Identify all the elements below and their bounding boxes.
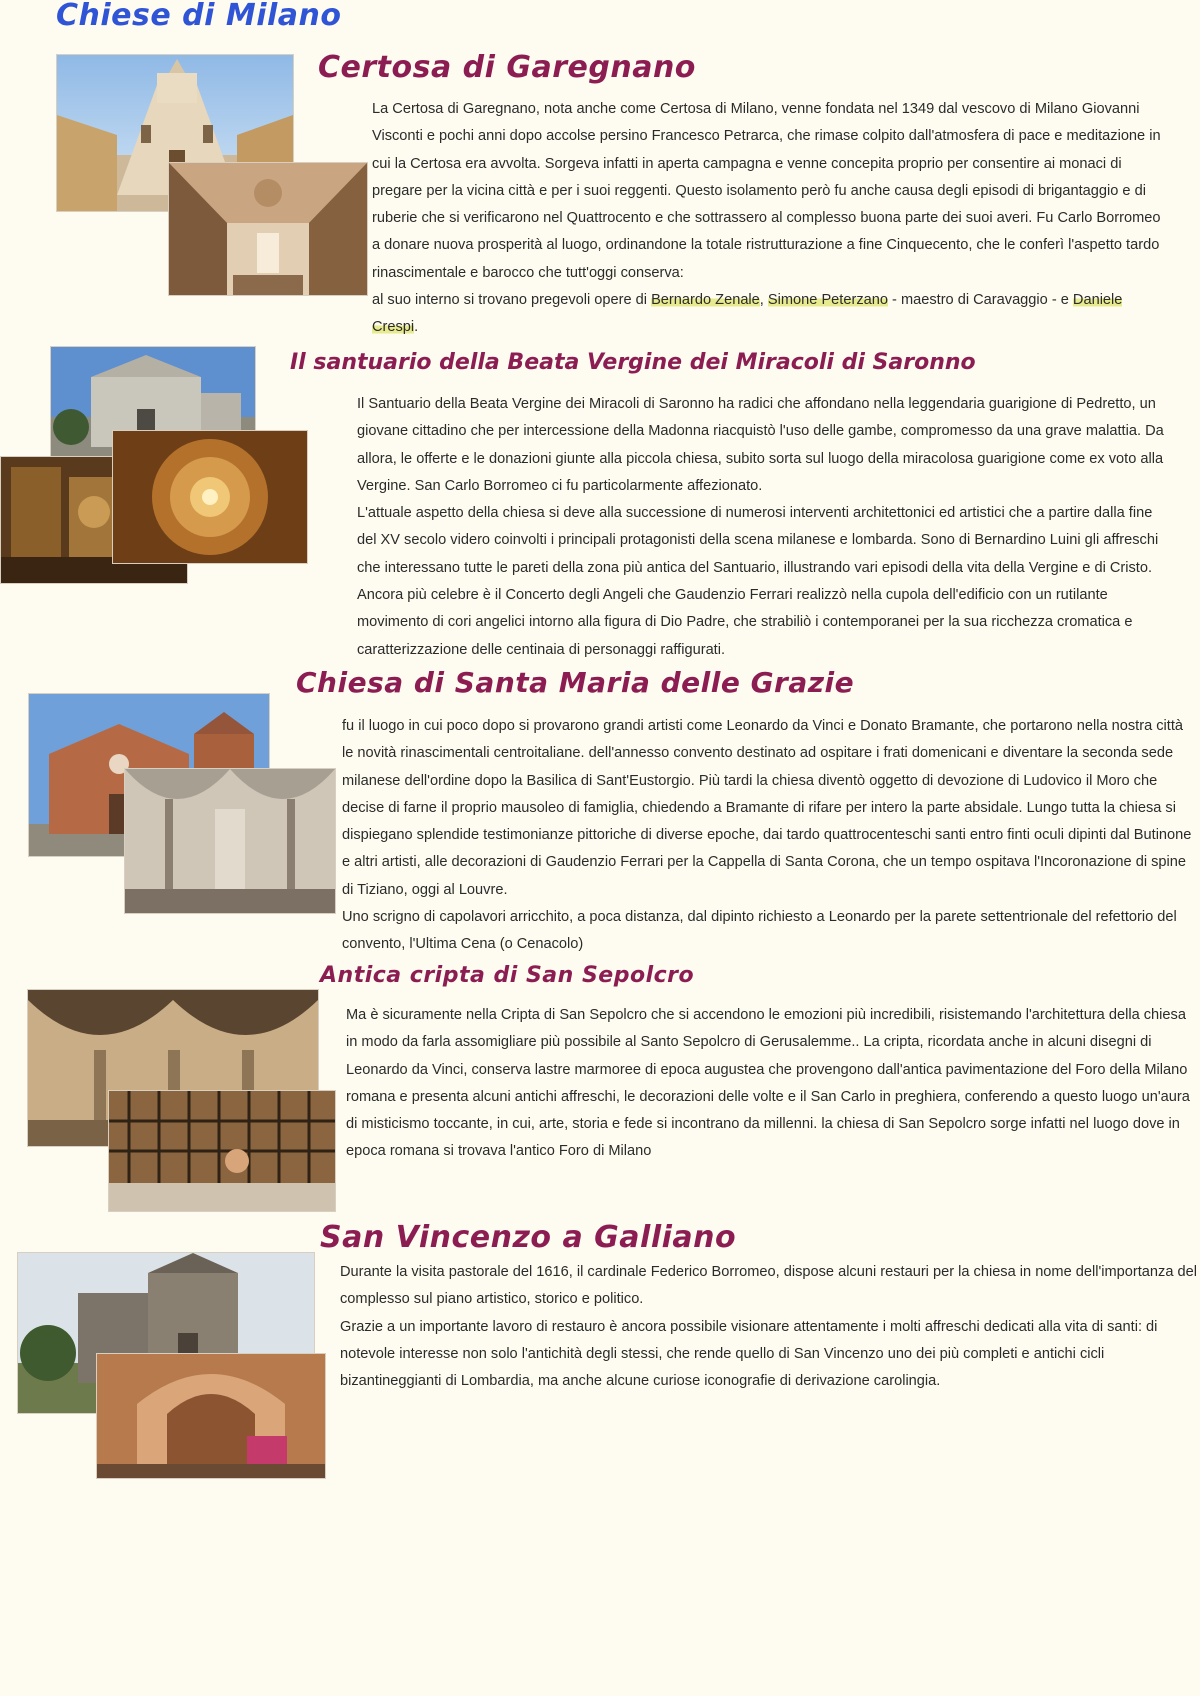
galliano-apse-photo: [96, 1353, 326, 1479]
paragraph: L'attuale aspetto della chiesa si deve alla successione di numerosi interventi architettonici ed artistici che a partire dalla fine del XV secolo videro coinvolti i principali protagonisti della scena milanese e lombarda. Sono di Bernardino Luini gli affreschi che interessano tutte le pareti della zona più antica del Santuario, illustrando vari episodi della vita della Vergine e di Cristo. Ancora più celebre è il Concerto degli Angeli che Gaudenzio Ferrari realizzò nella cupola dell'edificio con un rutilante movimento di cori angelici intorno alla figura di Dio Padre, che strabiliò i contemporanei per la sua ricchezza cromatica e caratterizzazione delle centinaia di personaggi raffigurati.: [357, 505, 1159, 658]
paragraph: Uno scrigno di capolavori arricchito, a poca distanza, dal dipinto richiesto a Leonardo per la parete settentrionale del refettorio del convento, l'Ultima Cena (o Cenacolo): [342, 909, 1177, 953]
page-title: Chiese di Milano: [56, 0, 342, 33]
section-title-grazie: Chiesa di Santa Maria delle Grazie: [296, 666, 855, 699]
closing-sep: ,: [759, 292, 768, 309]
section-title-crypt: Antica cripta di San Sepolcro: [320, 963, 695, 988]
paragraph-closing: [372, 287, 1162, 342]
paragraph: Ma è sicuramente nella Cripta di San Sepolcro che si accendono le emozioni più incredibili, risistemando l'architettura della chiesa in modo da farla assomigliare più possibile al Santo Sepolcro di Gerusalemme.. La cripta, ricordata anche in alcuni disegni di Leonardo da Vinci, conserva lastre marmoree di epoca augustea che provengono dall'antica pavimentazione del Foro della Milano romana e presenta alcuni antichi affreschi, le decorazioni delle volte e il San Carlo in preghiera, conferendo a questo luogo un'aura di misticismo toccante, in cui, arte, storia e fede si incontrano da millenni. la chiesa di San Sepolcro sorge infatti nel luogo dove in epoca romana si trovava l'antico Foro di Milano: [346, 1007, 1190, 1160]
paragraph: La Certosa di Garegnano, nota anche come Certosa di Milano, venne fondata nel 1349 dal vescovo di Milano Giovanni Visconti e pochi anni dopo accolse persino Francesco Petrarca, che rimase colpito dall'atmosfera di pace e meditazione in cui la Certosa era avvolta. Sorgeva infatti in aperta campagna e venne concepita proprio per consentire ai monaci di pregare per la vicina città e per i suoi reggenti. Questo isolamento però fu anche causa degli episodi di brigantaggio e di ruberie che si verificarono nel Quattrocento e che sottrassero al complesso buona parte dei suoi averi. Fu Carlo Borromeo a donare nuova prosperità al luogo, ordinandone la totale ristrutturazione a fine Cinquecento, che le conferì l'aspetto tardo rinascimentale e barocco che tutt'oggi conserva:: [372, 101, 1161, 281]
highlight-zenale: Bernardo Zenale: [651, 292, 760, 309]
crypt-grate-photo: [108, 1090, 336, 1212]
section-text-galliano: [340, 1259, 1198, 1395]
closing-text: al suo interno si trovano pregevoli opere di: [372, 292, 652, 309]
section-text-certosa: [372, 96, 1162, 342]
section-text-saronno: [357, 391, 1167, 664]
section-title-saronno: Il santuario della Beata Vergine dei Miracoli di Saronno: [290, 350, 976, 375]
paragraph: Il Santuario della Beata Vergine dei Miracoli di Saronno ha radici che affondano nella leggendaria guarigione di Pedretto, un giovane cittadino che per intercessione della Madonna riacquistò l'uso delle gambe, compromesso da una grave malattia. Da allora, le offerte e le donazioni giunte alla piccola chiesa, subito sorta sul luogo della miracolosa guarigione come ex voto alla Vergine. San Carlo Borromeo ci fu particolarmente affezionato.: [357, 396, 1164, 494]
saronno-dome-photo: [112, 430, 308, 564]
closing-middle: - maestro di Caravaggio - e: [887, 292, 1073, 309]
section-title-certosa: Certosa di Garegnano: [318, 50, 696, 85]
paragraph: Grazie a un importante lavoro di restauro è ancora possibile visionare attentamente i molti affreschi dedicati alla vita di santi: di notevole interesse non solo l'antichità degli stessi, che rende quello di San Vincenzo uno dei più completi e antichi cicli bizantineggianti di Lombardia, ma anche alcune curiose iconografie di derivazione carolingia.: [340, 1318, 1158, 1390]
section-text-crypt: [346, 1002, 1196, 1166]
paragraph: Durante la visita pastorale del 1616, il cardinale Federico Borromeo, dispose alcuni restauri per la chiesa in nome dell'importanza del complesso sul piano artistico, storico e politico.: [340, 1264, 1197, 1308]
section-title-galliano: San Vincenzo a Galliano: [320, 1220, 737, 1255]
closing-end: .: [414, 319, 419, 336]
highlight-crespi: Daniele Crespi: [372, 292, 1123, 336]
highlight-peterzano: Simone Peterzano: [767, 292, 888, 309]
grazie-interior-photo: [124, 768, 336, 914]
paragraph: fu il luogo in cui poco dopo si provarono grandi artisti come Leonardo da Vinci e Donato Bramante, che portarono nella nostra città le novità rinascimentali centroitaliane. dell'annesso convento destinato ad ospitare i frati domenicani e diventare la seconda sede milanese dell'ordine dopo la Basilica di Sant'Eustorgio. Più tardi la chiesa diventò oggetto di devozione di Ludovico il Moro che decise di farne il proprio mausoleo di famiglia, chiedendo a Bramante di rifare per intero la parte absidale. Lungo tutta la chiesa si dispiegano splendide testimonianze pittoriche di diverse epoche, dai tardo quattrocenteschi santi entro finti oculi dipinti dal Butinone e altri artisti, alle decorazioni di Gaudenzio Ferrari per la Cappella di Santa Corona, che un tempo ospitava l'Incoronazione di spine di Tiziano, oggi al Louvre.: [342, 718, 1192, 898]
section-text-grazie: [342, 713, 1197, 959]
certosa-nave-photo: [168, 162, 368, 296]
